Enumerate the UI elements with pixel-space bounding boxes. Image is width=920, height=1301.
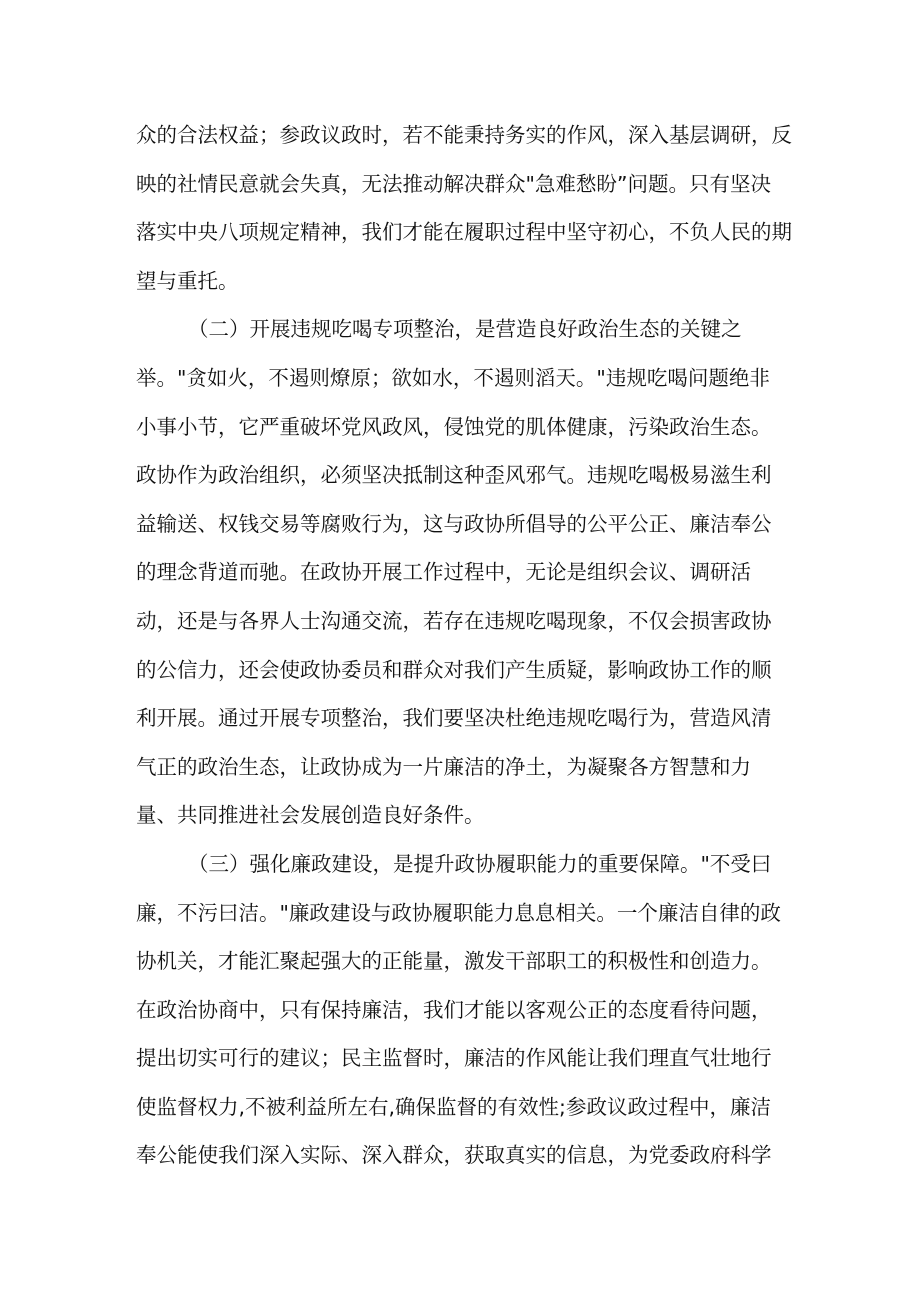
text-line: 望与重托。	[136, 268, 239, 293]
text-line: 落实中央八项规定精神，我们才能在履职过程中坚守初心，不负人民的期	[136, 220, 792, 245]
text-line: 众的合法权益；参政议政时，若不能秉持务实的作风，深入基层调研，反	[136, 123, 792, 147]
paragraph-start-line: （二）开展违规吃喝专项整治，是营造良好政治生态的关键之	[188, 317, 742, 342]
text-line: 映的社情民意就会失真，无法推动解决群众"急难愁盼”问题。只有坚决	[136, 171, 772, 196]
text-line: 奉公能使我们深入实际、深入群众，获取真实的信息，为党委政府科学	[136, 1143, 772, 1168]
text-line: 气正的政治生态，让政协成为一片廉洁的净土，为凝聚各方智慧和力	[136, 754, 751, 779]
text-line: 举。"贪如火，不遏则燎原；欲如水，不遏则滔天。"违规吃喝问题绝非	[136, 365, 770, 390]
text-line: 提出切实可行的建议；民主监督时，廉洁的作风能让我们理直气壮地行	[136, 1046, 772, 1071]
body-text	[136, 111, 796, 1180]
text-line: 益输送、权钱交易等腐败行为，这与政协所倡导的公平公正、廉洁奉公	[136, 511, 772, 536]
text-line: 在政治协商中，只有保持廉洁，我们才能以客观公正的态度看待问题，	[136, 997, 772, 1022]
text-line: 的理念背道而驰。在政协开展工作过程中，无论是组织会议、调研活	[136, 560, 751, 585]
text-line: 动，还是与各界人士沟通交流，若存在违规吃喝现象，不仅会损害政协	[136, 608, 772, 633]
text-line: 小事小节，它严重破坏党风政风，侵蚀党的肌体健康，污染政治生态。	[136, 414, 772, 439]
text-line: 利开展。通过开展专项整治，我们要坚决杜绝违规吃喝行为，营造风清	[136, 706, 772, 731]
paragraph-start-line: （三）强化廉政建设，是提升政协履职能力的重要保障。"不受曰	[188, 851, 772, 876]
text-line: 的公信力，还会使政协委员和群众对我们产生质疑，影响政协工作的顺	[136, 657, 772, 682]
text-line: 政协作为政治组织，必须坚决抵制这种歪风邪气。违规吃喝极易滋生利	[136, 463, 772, 488]
text-line: 量、共同推进社会发展创造良好条件。	[136, 803, 485, 828]
text-line: 协机关，才能汇聚起强大的正能量，激发干部职工的积极性和创造力。	[136, 949, 772, 974]
text-line: 使监督权力,不被利益所左右,确保监督的有效性;参政议政过程中，廉洁	[136, 1094, 771, 1119]
text-line: 廉，不污曰洁。"廉政建设与政协履职能力息息相关。一个廉洁自律的政	[136, 900, 781, 925]
